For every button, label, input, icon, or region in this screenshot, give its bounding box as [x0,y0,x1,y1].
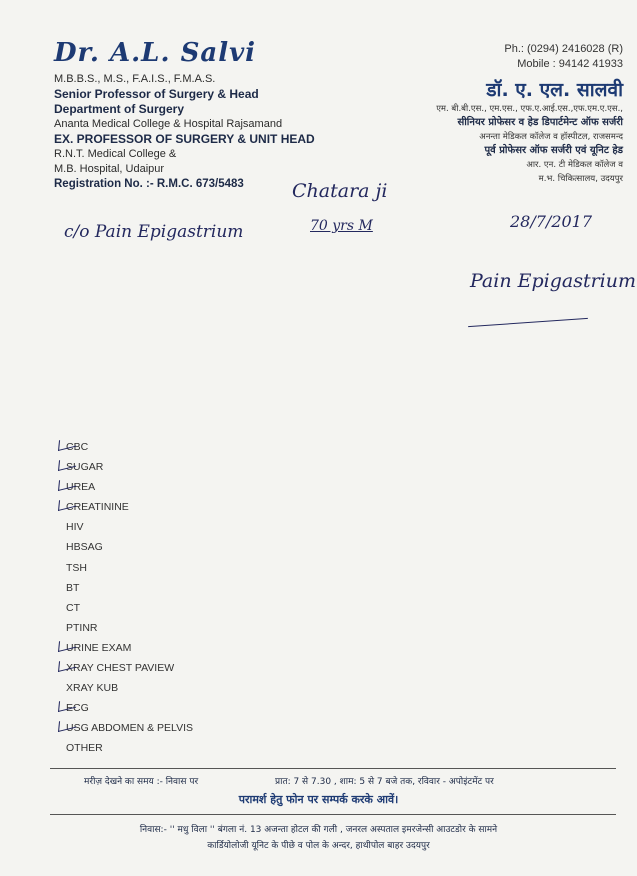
test-label: ECG [66,702,89,715]
test-label: CBC [66,441,89,453]
patient-age-sex: 70 yrs M [310,218,373,234]
test-label: XRAY CHEST PAVIEW [66,662,175,675]
degrees-hindi: एम. बी.बी.एस., एम.एस., एफ.ए.आई.एस.,एफ.एम.ए.एस., [436,104,623,114]
test-item [66,618,193,638]
contact-instruction: परामर्श हेतु फोन पर सम्पर्क करके आवें। [238,793,399,806]
doctor-name-hindi: डॉ. ए. एल. सालवी [486,79,623,101]
test-label: USG ABDOMEN & PELVIS [66,722,194,735]
test-item [66,698,193,718]
test-item [66,437,193,457]
test-item [66,457,193,477]
test-label: URINE EXAM [66,641,132,654]
test-item [66,718,193,738]
test-item [66,558,193,578]
ex-position-hindi: पूर्व प्रोफेसर ऑफ सर्जरी एवं यूनिट हेड [484,145,623,156]
chief-complaint: c/o Pain Epigastrium [64,222,244,242]
ex-college: R.N.T. Medical College & [54,148,177,160]
complaint-note: Pain Epigastrium [470,270,637,292]
test-item [66,477,193,497]
doctor-credentials-hindi [436,42,623,186]
prescription-date: 28/7/2017 [510,212,593,231]
test-item [66,497,193,517]
handwritten-underline [468,318,588,327]
test-item [66,578,193,598]
doctor-name: Dr. A.L. Salvi [54,38,257,68]
patient-name: Chatara ji [292,180,388,202]
test-label: SUGAR [66,461,104,474]
residence-address-line-2: कार्डियोलोजी यूनिट के पीछे व पोल के अन्दर, हाथीपोल बाहर उदयपुर [207,841,430,851]
investigation-checklist [66,437,193,759]
test-item [66,537,193,557]
doctor-credentials-english [54,72,315,192]
ex-hospital: M.B. Hospital, Udaipur [54,163,165,175]
college-hindi: अनन्ता मेडिकल कॉलेज व हॉस्पीटल, राजसमन्द [479,132,623,142]
phone-number: Ph.: (0294) 2416028 (R) [504,43,623,55]
registration-number: Registration No. :- R.M.C. 673/5483 [54,178,244,190]
ex-position: EX. PROFESSOR OF SURGERY & UNIT HEAD [54,132,315,146]
position-hindi: सीनियर प्रोफेसर व हेड डिपार्टमेन्ट ऑफ सर्जरी [457,117,623,128]
test-item [66,638,193,658]
footer-divider-bottom [50,814,616,815]
test-item [66,738,193,758]
department: Department of Surgery [54,102,185,116]
test-label: TSH [66,561,87,574]
test-label: UREA [66,481,96,494]
test-label: CT [66,601,80,614]
test-label: BT [66,581,80,594]
ex-hospital-hindi: म.भ. चिकित्सालय, उदयपुर [538,174,623,184]
test-label: PTINR [66,621,98,634]
test-label: HBSAG [66,541,103,554]
position-title: Senior Professor of Surgery & Head [54,87,259,101]
test-item [66,658,193,678]
test-item [66,598,193,618]
test-item [66,517,193,537]
residence-address-line-1: निवास:- '' मधु विला '' बंगला नं. 13 अजन्ता होटल की गली , जनरल अस्पताल इमरजेन्सी आउटडोर के सामने [139,825,498,835]
test-label: OTHER [66,742,103,755]
test-item [66,678,193,698]
mobile-number: Mobile : 94142 41933 [517,58,623,70]
college: Ananta Medical College & Hospital Rajsamand [54,118,283,130]
test-label: HIV [66,521,84,534]
test-label: CREATININE [66,501,129,514]
consultation-hours: प्रात: 7 से 7.30 , शाम: 5 से 7 बजे तक, रविवार - अपोइंटमेंट पर [275,777,494,787]
test-label: XRAY KUB [66,682,119,695]
degrees: M.B.B.S., M.S., F.A.I.S., F.M.A.S. [54,73,216,85]
consultation-hours-label: मरीज़ देखने का समय :- निवास पर [84,777,199,787]
footer-divider-top [50,768,616,769]
ex-college-hindi: आर. एन. टी मेडिकल कॉलेज व [526,160,623,170]
